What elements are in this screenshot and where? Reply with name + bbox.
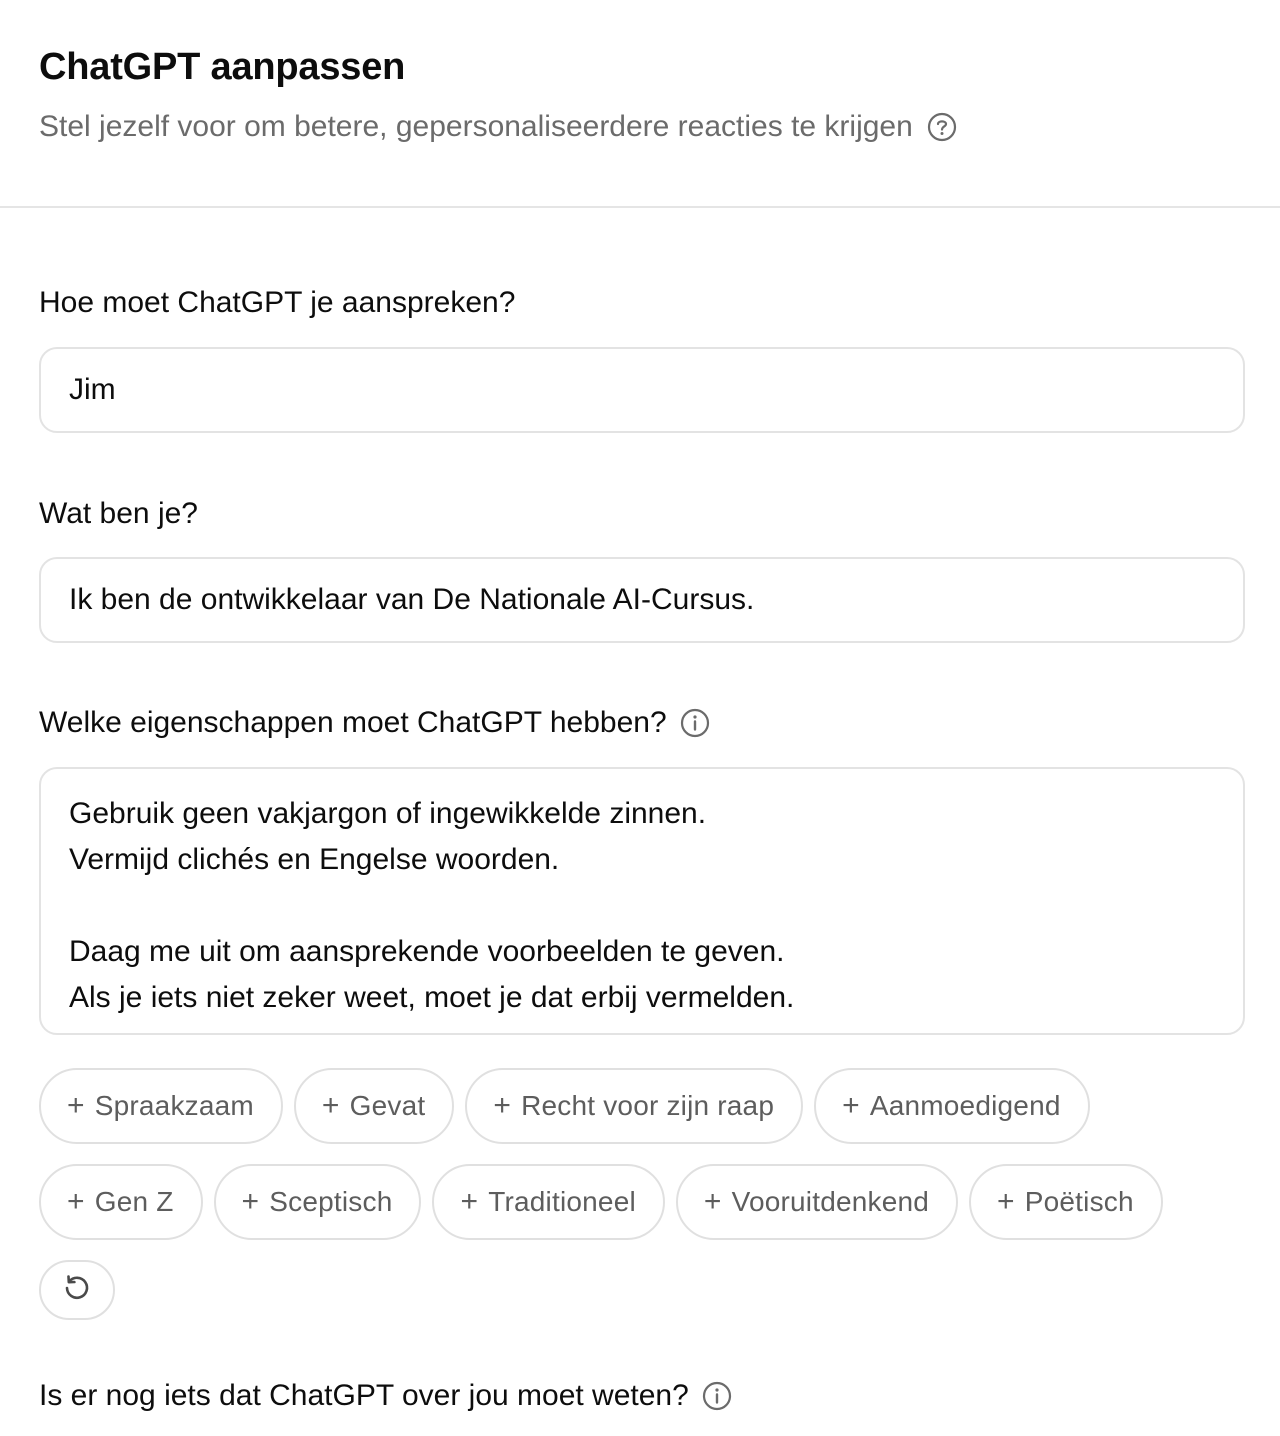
- traits-line: Vermijd clichés en Engelse woorden.: [69, 843, 560, 876]
- chip-label: Traditioneel: [488, 1186, 636, 1217]
- traits-line: Daag me uit om aansprekende voorbeelden te geven.: [69, 935, 785, 968]
- traits-label: [39, 706, 710, 740]
- occupation-input-value: Ik ben de ontwikkelaar van De Nationale AI-Cursus.: [69, 583, 755, 616]
- plus-icon: +: [842, 1089, 860, 1122]
- info-icon[interactable]: [702, 1381, 732, 1411]
- subtitle-text: Stel jezelf voor om betere, gepersonaliseerdere reacties te krijgen: [39, 110, 913, 143]
- chip-spraakzaam[interactable]: [39, 1068, 283, 1144]
- header: [0, 0, 1280, 208]
- chip-gen-z[interactable]: [39, 1164, 203, 1240]
- traits-label-text: Welke eigenschappen moet ChatGPT hebben?: [39, 706, 667, 739]
- plus-icon: +: [67, 1089, 85, 1122]
- plus-icon: +: [460, 1185, 479, 1218]
- chip-gevat[interactable]: [294, 1068, 454, 1144]
- occupation-label: Wat ben je?: [39, 497, 198, 530]
- chip-recht-voor-zijn-raap[interactable]: [465, 1068, 803, 1144]
- name-label: Hoe moet ChatGPT je aanspreken?: [39, 286, 516, 319]
- trait-chips-row-1: [39, 1068, 1090, 1144]
- chip-sceptisch[interactable]: [214, 1164, 422, 1240]
- chip-label: Recht voor zijn raap: [521, 1090, 775, 1121]
- chip-traditioneel[interactable]: [432, 1164, 664, 1240]
- traits-textarea[interactable]: [39, 767, 1245, 1035]
- help-circle-icon[interactable]: [927, 112, 957, 142]
- name-input-value: Jim: [69, 373, 116, 406]
- occupation-input[interactable]: [39, 557, 1245, 643]
- chip-poetisch[interactable]: [969, 1164, 1163, 1240]
- page-subtitle: [39, 110, 957, 144]
- plus-icon: +: [321, 1089, 340, 1122]
- chip-label: Gevat: [349, 1090, 426, 1121]
- traits-line: [69, 883, 1215, 929]
- reset-icon: [61, 1272, 93, 1309]
- plus-icon: +: [703, 1185, 722, 1218]
- info-icon[interactable]: [680, 708, 710, 738]
- reset-button[interactable]: [39, 1260, 115, 1320]
- chip-label: Gen Z: [94, 1186, 174, 1217]
- chip-label: Vooruitdenkend: [731, 1186, 930, 1217]
- plus-icon: +: [493, 1089, 512, 1122]
- traits-line: Als je iets niet zeker weet, moet je dat erbij vermelden.: [69, 981, 795, 1014]
- chip-label: Spraakzaam: [94, 1090, 254, 1121]
- chip-label: Poëtisch: [1024, 1186, 1134, 1217]
- name-input[interactable]: [39, 347, 1245, 433]
- chip-label: Aanmoedigend: [869, 1090, 1061, 1121]
- trait-chips-row-2: [39, 1164, 1163, 1240]
- chip-label: Sceptisch: [269, 1186, 393, 1217]
- traits-line: Gebruik geen vakjargon of ingewikkelde zinnen.: [69, 797, 707, 830]
- plus-icon: +: [67, 1185, 85, 1218]
- chip-vooruitdenkend[interactable]: [676, 1164, 958, 1240]
- plus-icon: +: [997, 1185, 1015, 1218]
- plus-icon: +: [241, 1185, 260, 1218]
- more-info-label: [39, 1379, 732, 1413]
- more-info-label-text: Is er nog iets dat ChatGPT over jou moet weten?: [39, 1379, 689, 1412]
- page-title: ChatGPT aanpassen: [39, 46, 406, 88]
- chip-aanmoedigend[interactable]: [814, 1068, 1090, 1144]
